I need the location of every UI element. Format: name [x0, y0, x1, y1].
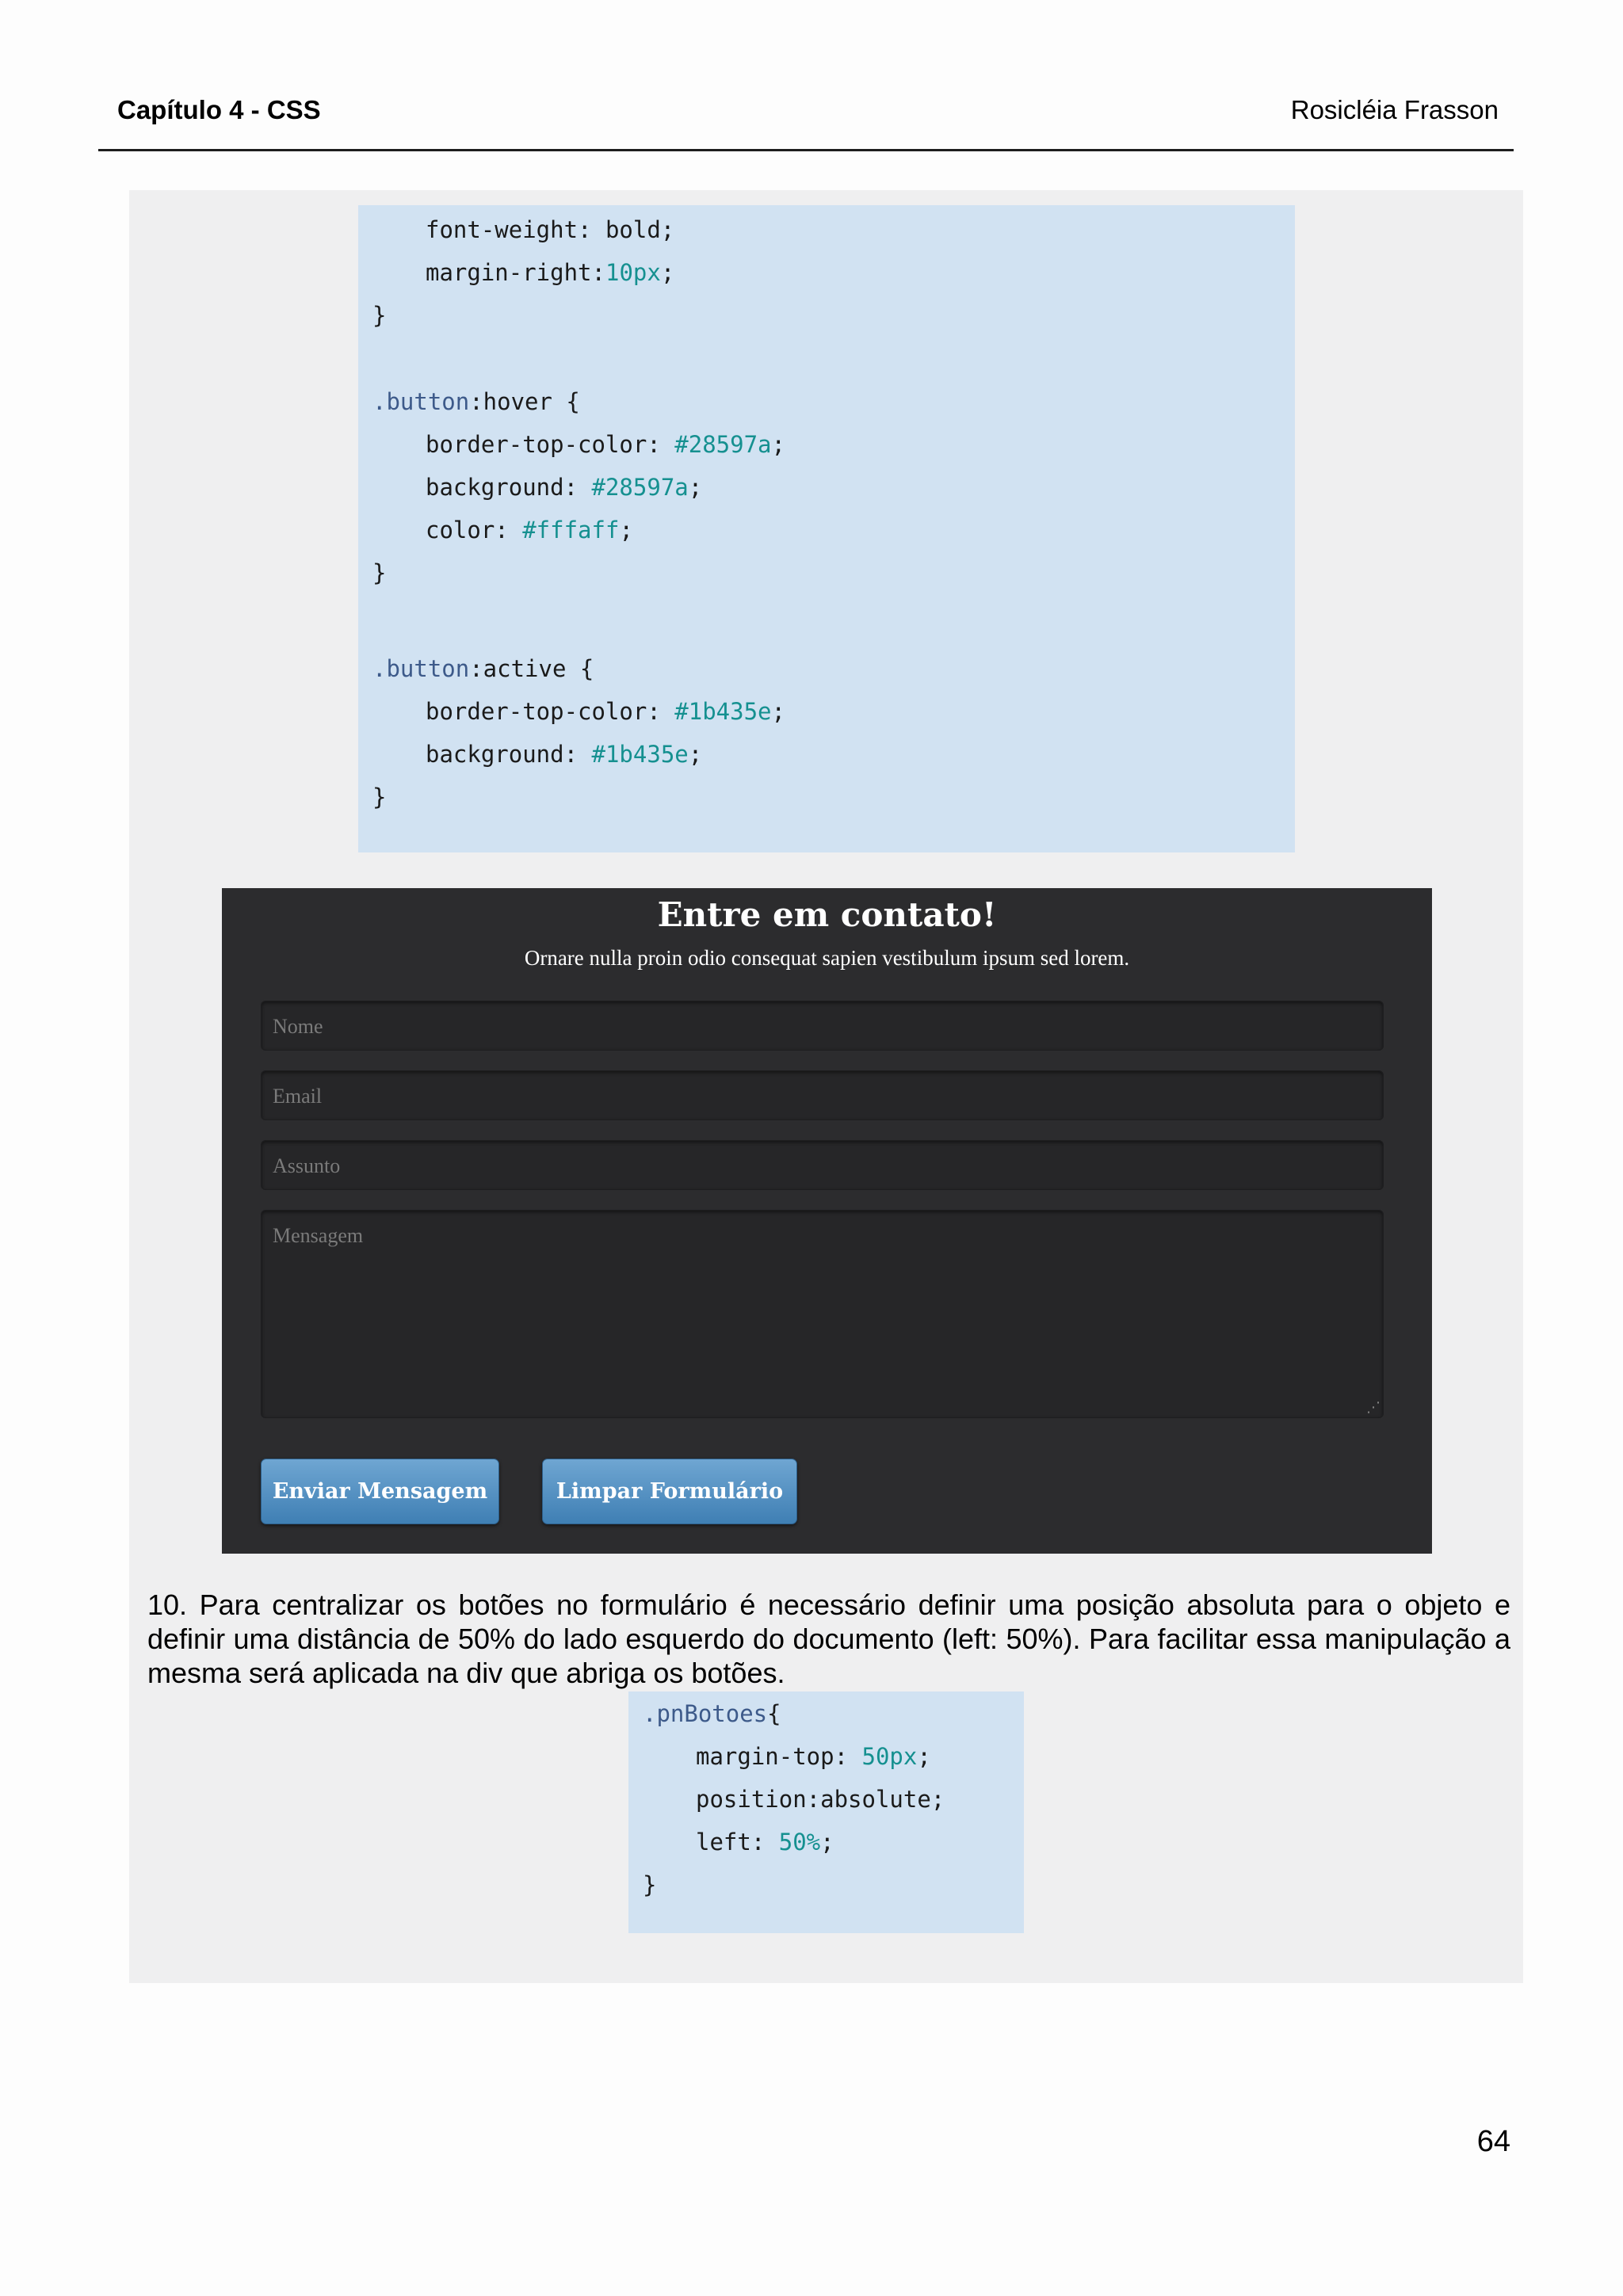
code-line: margin-top: 50px;	[696, 1743, 931, 1770]
send-message-button[interactable]: Enviar Mensagem	[261, 1459, 499, 1524]
email-placeholder: Email	[273, 1085, 323, 1108]
subject-input[interactable]	[261, 1140, 1384, 1190]
message-textarea[interactable]	[261, 1210, 1384, 1418]
code-line: background: #1b435e;	[426, 741, 703, 768]
name-placeholder: Nome	[273, 1015, 323, 1038]
code-line: color: #fffaff;	[426, 517, 633, 543]
name-input[interactable]	[261, 1001, 1384, 1051]
css-code-block	[628, 1691, 1024, 1933]
instruction-paragraph: 10. Para centralizar os botões no formulário é necessário definir uma posição absoluta para o objeto e definir uma distância de 50% do lado esquerdo do documento (left: 50%). Para facilitar essa manipulação a mesma será aplicada na div que abriga os botões.	[147, 1589, 1510, 1689]
chapter-title: Capítulo 4 - CSS	[117, 95, 321, 124]
code-line: position:absolute;	[696, 1786, 945, 1813]
code-line: .pnBotoes{	[643, 1700, 781, 1727]
code-line: }	[372, 302, 387, 329]
css-code-block	[358, 205, 1295, 852]
code-line: .button:hover {	[372, 388, 580, 415]
code-line: }	[372, 784, 387, 810]
code-line: margin-right:10px;	[426, 259, 675, 286]
code-line: .button:active {	[372, 655, 594, 682]
header-divider	[98, 149, 1514, 151]
code-line: }	[372, 559, 387, 586]
form-title: Entre em contato!	[657, 895, 997, 934]
subject-placeholder: Assunto	[273, 1154, 341, 1177]
clear-form-button[interactable]: Limpar Formulário	[542, 1459, 797, 1524]
code-line: border-top-color: #1b435e;	[426, 698, 785, 725]
message-placeholder: Mensagem	[273, 1224, 364, 1247]
author-name: Rosicléia Frasson	[1290, 95, 1499, 124]
code-line: background: #28597a;	[426, 474, 703, 501]
email-input[interactable]	[261, 1070, 1384, 1120]
code-line: font-weight: bold;	[426, 216, 675, 243]
resize-handle-icon[interactable]: ⋰	[1366, 1399, 1381, 1416]
code-line: border-top-color: #28597a;	[426, 431, 785, 458]
code-line: left: 50%;	[696, 1829, 834, 1855]
page-number: 64	[1476, 2125, 1510, 2158]
code-line: }	[643, 1871, 657, 1898]
form-subtitle: Ornare nulla proin odio consequat sapien vestibulum ipsum sed lorem.	[524, 946, 1130, 970]
contact-form	[222, 888, 1432, 1554]
